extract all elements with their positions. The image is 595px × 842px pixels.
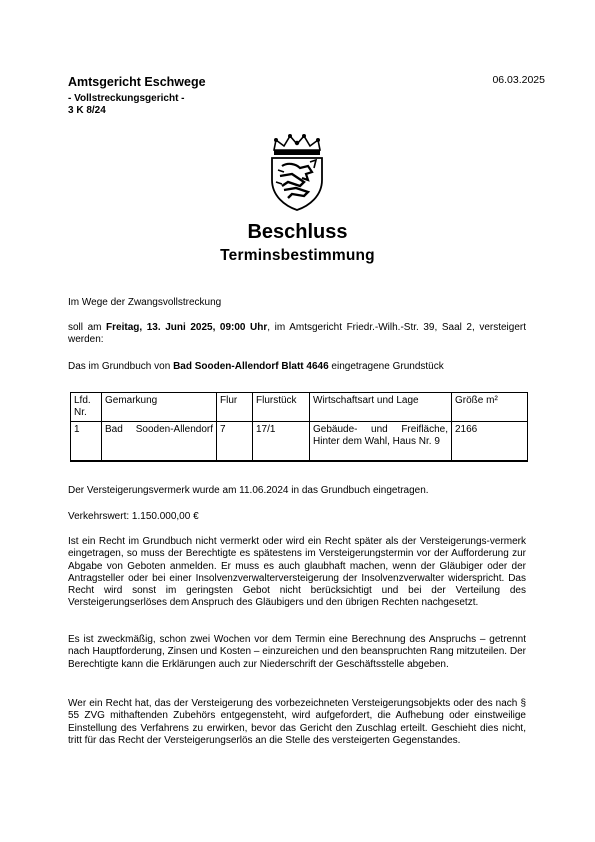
court-name: Amtsgericht Eschwege (68, 75, 206, 89)
table-row (71, 422, 528, 462)
vermerk-text: Der Versteigerungsvermerk wurde am 11.06.2024 in das Grundbuch eingetragen. (68, 485, 429, 496)
cell-groesse: 2166 (452, 422, 528, 462)
header-wirtschaftsart: Wirtschaftsart und Lage (310, 393, 452, 422)
paragraph-anmeldung: Ist ein Recht im Grundbuch nicht vermerkt oder wird ein Recht später als der Versteigerungs-vermerk eingetragen, so muss der Berechtigte es spätestens im Versteigerungstermin vor der Aufforderung zur Abgabe von Geboten anmelden. Er muss es auch glaubhaft machen, wenn der Gläubiger oder der Antragsteller oder bei einer Insolvenzverwalterversteigerung der Insolvenzverwalter widerspricht. Das Recht wird sonst im geringsten Gebot nicht berücksichtigt und bei der Verteilung des Versteigerungserlöses dem Anspruch des Gläubigers und den übrigen Rechten nachgesetzt. (68, 536, 526, 609)
cell-wirtschaftsart: Gebäude- und Freifläche, Hinter dem Wahl, Haus Nr. 9 (310, 422, 452, 462)
header-flur: Flur (217, 393, 253, 422)
header-groesse: Größe m² (452, 393, 528, 422)
property-table (70, 392, 528, 462)
header-lfd-nr: Lfd. Nr. (71, 393, 102, 422)
appointment-text (68, 322, 526, 347)
document-title: Beschluss (247, 221, 348, 243)
intro-text: Im Wege der Zwangsvollstreckung (68, 297, 222, 308)
paragraph-widerspruch: Wer ein Recht hat, das der Versteigerung des vorbezeichneten Versteigerungsobjekts oder des nach § 55 ZVG mithaftenden Zubehörs entgegensteht, wird aufgefordert, die Aufhebung oder einstweilige Einstellung des Verfahrens zu erwirken, bevor das Gericht den Zuschlag erteilt. Geschieht dies nicht, tritt für das Recht der Versteigerungserlös an die Stelle des versteigerten Gegenstandes. (68, 698, 526, 746)
header-gemarkung: Gemarkung (102, 393, 217, 422)
verkehrswert-text: Verkehrswert: 1.150.000,00 € (68, 511, 199, 522)
table-header-row (71, 393, 528, 422)
court-division (68, 93, 185, 117)
appointment-location: , im Amtsgericht Friedr.-Wilh.-Str. 39, Saal 2, versteigert werden: (68, 322, 527, 346)
grundbuch-reference: Bad Sooden-Allendorf Blatt 4646 (173, 361, 329, 372)
grundbuch-prefix: Das im Grundbuch von (68, 361, 171, 372)
document-date: 06.03.2025 (492, 74, 545, 86)
division-label: - Vollstreckungsgericht - (68, 93, 185, 104)
cell-flur: 7 (217, 422, 253, 462)
appointment-date: Freitag, 13. Juni 2025, 09:00 Uhr (106, 322, 268, 333)
grundbuch-text (68, 361, 526, 373)
paragraph-berechnung: Es ist zweckmäßig, schon zwei Wochen vor dem Termin eine Berechnung des Anspruchs – getrennt nach Hauptforderung, Zinsen und Kosten – einzureichen und den beanspruchten Rang mitzuteilen. Der Berechtigte kann die Erklärungen auch zur Niederschrift der Geschäftsstelle abgeben. (68, 634, 526, 670)
cell-gemarkung: Bad Sooden-Allendorf (102, 422, 217, 462)
hesse-lion-crest-icon (264, 132, 330, 212)
cell-flurstueck: 17/1 (253, 422, 310, 462)
cell-lfd-nr: 1 (71, 422, 102, 462)
document-subtitle: Terminsbestimmung (220, 247, 375, 264)
grundbuch-suffix: eingetragene Grundstück (331, 361, 444, 372)
header-flurstueck: Flurstück (253, 393, 310, 422)
appointment-prefix: soll am (68, 322, 102, 333)
file-number: 3 K 8/24 (68, 105, 106, 116)
